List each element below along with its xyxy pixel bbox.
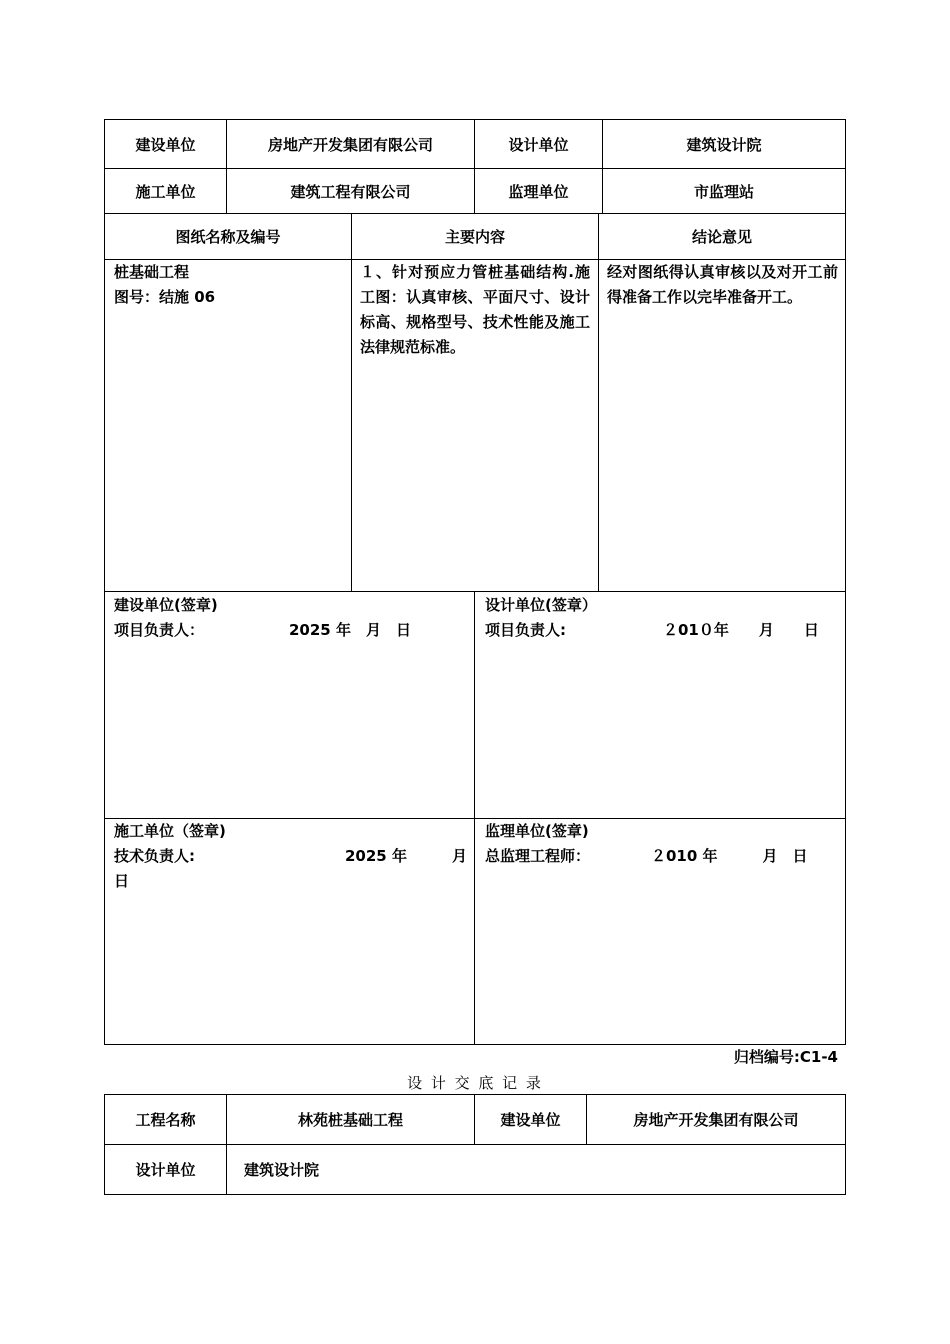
archive-number: 归档编号:C1-4 [733,1048,838,1066]
label-design-unit: 设计单位 [508,135,569,154]
designer-responsible-label: 项目负责人: [485,621,566,639]
value-supervision-unit: 市监理站 [693,182,754,201]
value-project-name: 林苑桩基础工程 [297,1111,403,1129]
table-border [104,591,846,592]
builder-date: 2025 年 月 [345,847,467,865]
label-construction-unit: 施工单位 [135,182,196,201]
table-border [104,1194,846,1195]
supervisor-seal-title: 监理单位(签章) [485,822,589,840]
supervisor-date: ２010 年 月 日 [651,847,808,865]
label-supervision-unit: 监理单位 [508,182,569,201]
label-design-unit-2: 设计单位 [135,1161,196,1179]
drawing-name: 桩基础工程 [114,263,190,281]
builder-responsible-label: 技术负责人: [114,847,195,865]
value-owner-unit: 房地产开发集团有限公司 [267,135,433,154]
table-border [474,591,475,1044]
value-design-unit: 建筑设计院 [686,135,762,154]
builder-seal-title: 施工单位（签章) [114,822,226,840]
label-project-name: 工程名称 [135,1111,196,1129]
value-design-unit-2: 建筑设计院 [244,1161,320,1179]
table-border [845,119,846,1045]
builder-date-day: 日 [114,872,130,890]
label-owner-unit: 建设单位 [135,135,196,154]
value-construction-unit: 建筑工程有限公司 [290,182,411,201]
owner-responsible-label: 项目负责人： [114,621,205,639]
designer-date: ２01０年 月 日 [663,621,819,639]
designer-seal-title: 设计单位(签章） [485,596,597,614]
record-title: 设 计 交 底 记 录 [407,1074,543,1092]
drawing-number: 图号：结施 06 [114,288,216,306]
header-main-content: 主要内容 [444,228,505,246]
conclusion-text: 经对图纸得认真审核以及对开工前得准备工作以完毕准备开工。 [607,263,838,306]
table-border [598,213,599,591]
main-content-text: １、针对预应力管桩基础结构.施工图：认真审核、平面尺寸、设计标高、规格型号、技术性能及施工法律规范标准。 [360,263,590,356]
header-drawing-name: 图纸名称及编号 [175,228,281,246]
owner-seal-title: 建设单位(签章) [114,596,218,614]
table-border [845,1094,846,1195]
owner-date: 2025 年 月 日 [289,621,411,639]
value-owner-unit-2: 房地产开发集团有限公司 [633,1111,799,1129]
supervisor-responsible-label: 总监理工程师： [485,847,591,865]
header-conclusion: 结论意见 [691,228,752,246]
table-border [351,213,352,591]
label-owner-unit-2: 建设单位 [500,1111,561,1129]
